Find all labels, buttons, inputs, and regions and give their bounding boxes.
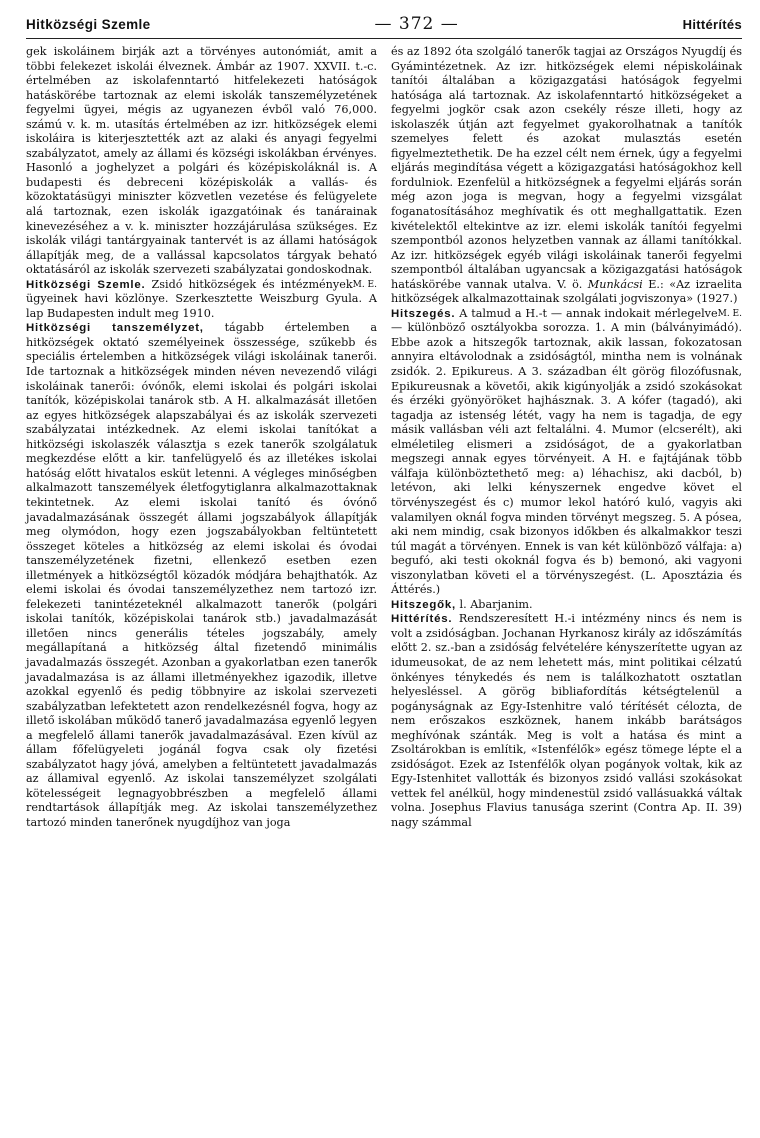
entry-body: A talmud a H.-t — annak indokait mérlegelve — különböző osztályokba sorozza. 1. A min (bálványimádó). Ebbe azok a hitszegők tartoznak, akik lassan, fokozatosan annyira eltávolodnak a zsidóságtól, mintha nem is volnának zsidók. 2. Epikureus. A 3. században élt görög filozófusnak, Epikureusnak a követői, akik kigúnyolják a zsidó szokásokat és érzéki gyönyöröket hajhásznak. 3. A kófer (tagadó), aki tagadja az istenség létét, vagy ha nem is tagadja, de egy másik vallásban véli azt feltalálni. 4. Mumor (elcserélt), aki elméletileg elismeri a zsidóságot, de a gyakorlatban megszegi annak egyes törvényeit. A H. e fajtájának több válfaja különböztethető meg: a) léhachisz, aki dacból, b) letévon, aki lelki kényszernek engedve követ el törvényszegést és c) mumor lekol hatóró kuló, vagyis aki valamilyen oknál fogva minden törvényt megszeg. 5. A pósea, aki nem mindig, csak bizonyos időkben és alkalmakkor teszi túl magát a törvényen. Ennek is van két különböző válfaja: a) begufó, aki testi okoknál fogva és b) bemonó, aki vagyoni viszonylatban követi el a törvényszegést. (L. Aposztázia és Áttérés.): [391, 306, 742, 597]
entry-body: Zsidó hitközségek és intézmények ügyeinek havi közlönye. Szerkesztette Weiszburg Gyula. A lap Budapesten indult meg 1910.: [26, 277, 377, 320]
cited-author: Munkácsi: [587, 277, 643, 291]
entry-hitkozsegi-tanszemelyzet: [26, 321, 377, 830]
text-columns: [26, 45, 742, 831]
left-column: [26, 45, 377, 831]
entry-title: Hitközségi tanszemélyzet,: [26, 322, 204, 335]
paragraph-text: gek iskoláinem birják azt a törvényes autonómiát, amit a többi felekezet iskolái élveznek. Ámbár az 1907. XXVII. t.-c. értelmében az iskolafenntartó hitfelekezeti hatóságok hatáskörébe tartoznak az elemi iskolák tanszemélyzetének fegyelmi ügyei, mégis az ugyanezen évből való 76,000. számú v. k. m. utasítás értelmében az izr. hitközségek elemi iskoláira is kiterjesztették azt az alaki és anyagi fegyelmi szabályzatot, amely az állami és községi iskolákban érvényes. Hasonló a joghelyzet a polgári és középiskoláknál is. A budapesti és debreceni középiskolák a vallás- és közoktatásügyi miniszter közvetlen vezetése és felügyelete alá tartoznak, ezen iskolák igazgatóinak és tanárainak kinevezéséhez a v. k. miniszter hozzájárulása szükséges. Ez iskolák világi tantárgyainak tantervét is az állami hatóságok állapítják meg, de a vallással kapcsolatos tárgyak beható oktatásáról az iskolák szervezeti szabályzatai gondoskodnak.: [26, 45, 377, 277]
running-header: [26, 14, 742, 36]
paragraph-text: és az 1892 óta szolgáló tanerők tagjai az Országos Nyugdíj és Gyámintézetnek. Az izr. hitközségek elemi népiskoláinak tanítói általában a közigazgatási hatóságok fegyelmi hatósága alá tartoznak. Az iskolafenntartó hitközségeket a fegyelmi jogkör csak azon csekély része illeti, hogy az iskolaszék útján azt fegyelmet gyakorolhatnak a tanítók szemelyes felett és azokat mulasztás esetén figyelmeztethetik. De ha ezzel célt nem érnek, úgy a fegyelmi eljárás megindítása végett a közigazgatási hatóságokhoz kell fordulniok. Ezenfelül a hitközségnek a fegyelmi eljárás során még azon joga is megvan, hogy a fegyelmi vizsgálat foganatosításához meghívatik és ott meghallgattatik. Ezen kivételektől eltekintve az izr. elemi iskolák tanítói fegyelmi szempontból azonos helyzetben vannak az állami tanítókkal. Az izr. hitközségek egyéb világi iskoláinak tanerői fegyelmi szempontból általában ugyancsak a közigazgatási hatóságok hatáskörébe vannak utalva. V. ö.: [391, 45, 742, 291]
entry-body: l. Abarjanim.: [459, 597, 533, 611]
entry-body: tágabb értelemben a hitközségek oktató személyeinek összessége, szűkebb és speciális értelemben a hitközségek világi iskoláinak tanerői. Ide tartoznak a hitközségek minden néven nevezendő világi iskoláinak tanerői: óvónők, elemi iskolai és polgári iskolai tanítók, középiskolai tanárok stb. A H. alkalmazását illetően az egyes hitközségek alapszabályai és az iskolák szervezeti szabályzatai intézkednek. Az elemi iskolai tanítókat a hitközségi iskolaszék választja s ezek tanerők szolgálatuk megkezdése előtt a kir. tanfelügyelő és az illetékes iskolai hatóság előtt hivatalos esküt letenni. A végleges minőségben alkalmazott tanszemélyek életfogytiglanra alkalmazottaknak tekintetnek. Az elemi iskolai tanító és óvónő javadalmazásának összegét állami jogszabályok állapítják meg olymódon, hogy ezen jogszabályokban feltüntetett összeget köteles a hitközség az elemi iskolai és óvodai tanszemélyzetének fizetni, ellenkező esetben ezen illetmények a hitközségtől közadók módjára behajthatók. Az elemi iskolai és óvodai tanszemélyzethez nem tartozó izr. felekezeti tanintézeteknél alkalmazott tanerők (polgári iskolai tanítók, középiskolai tanárok stb.) javadalmazását illetően nincs generális tételes jogszabály, amely megállapítaná a hitközség által fizetendő minimális javadalmazás összegét. Azonban a gyakorlatban ezen tanerők javadalmazása is az állami illetményekhez igazodik, illetve azokkal egyenlő és pedig többnyire az iskolai szervezeti szabályzatban lefektetett azon rendelkezésnél fogva, hogy az illető iskolában működő tanerő javadalmazása egyenlő legyen a megfelelő állami tanerők javadalmazásával. Ezen kívül az állam főfelügyeleti jogánál fogva csak oly fizetési szabályzatot hagy jóvá, amelyben a feltüntetett javadalmazás az államival egyenlő. Az iskolai tanszemélyzet szolgálati kötelességeit legnagyobbrészben a megfelelő állami rendtartások állapítják meg. Az iskolai tanszemélyzethez tartozó minden tanerőnek nyugdíjhoz van joga: [26, 321, 378, 829]
entry-body: Rendszeresített H.-i intézmény nincs és nem is volt a zsidóságban. Jochanan Hyrkanosz király az időszámítás előtt 2. sz.-ban a zsidóság felvételére kényszerítette ugyan az idumeusokat, de az nem lehetett más, mint politikai célzatú önkényes ténykedés és nem is találkozhatott osztatlan helyesléssel. A görög bibliafordítás kétségtelenül a pogányságnak az Egy-Istenhitre való térítését célozta, de nem erőszakos eszköznek, hanem inkább barátságos meghívónak szánták. Meg is volt a hatása és mint a Zsoltárokban is említik, «Istenfélők» egész tömege lépte el a zsidóságot. Ezek az Istenfélők olyan pogányok voltak, kik az Egy-Istenhitet vallották és bizonyos zsidó vallási szokásokat vettek fel anélkül, hogy mindenestül zsidó vallásuakká váltak volna. Josephus Flavius tanusága szerint (Contra Ap. II. 39) nagy számmal: [391, 612, 742, 829]
entry-hitszeges: [391, 307, 742, 598]
entry-title: Hitszegés.: [391, 307, 456, 320]
author-signature: M. E.: [352, 279, 377, 290]
page-number: — 372 —: [374, 14, 459, 34]
header-catchword: Hittérítés: [682, 17, 742, 32]
entry-title: Hitszegők,: [391, 598, 456, 611]
entry-title: Hitközségi Szemle.: [26, 278, 146, 291]
right-column: [391, 45, 742, 831]
header-journal-title: Hitközségi Szemle: [26, 17, 151, 32]
entry-hitkozsegi-szemle: [26, 278, 377, 322]
entry-hitszegok: [391, 598, 742, 613]
entry-hitterites: [391, 612, 742, 830]
entry-title: Hittérítés.: [391, 613, 453, 626]
author-signature: M. E.: [717, 308, 742, 319]
header-rule: [26, 38, 742, 39]
paragraph-text: E.: «Az izraelita hitközségek alkalmazottainak szolgálati jogviszonya» (1927.): [391, 277, 743, 306]
